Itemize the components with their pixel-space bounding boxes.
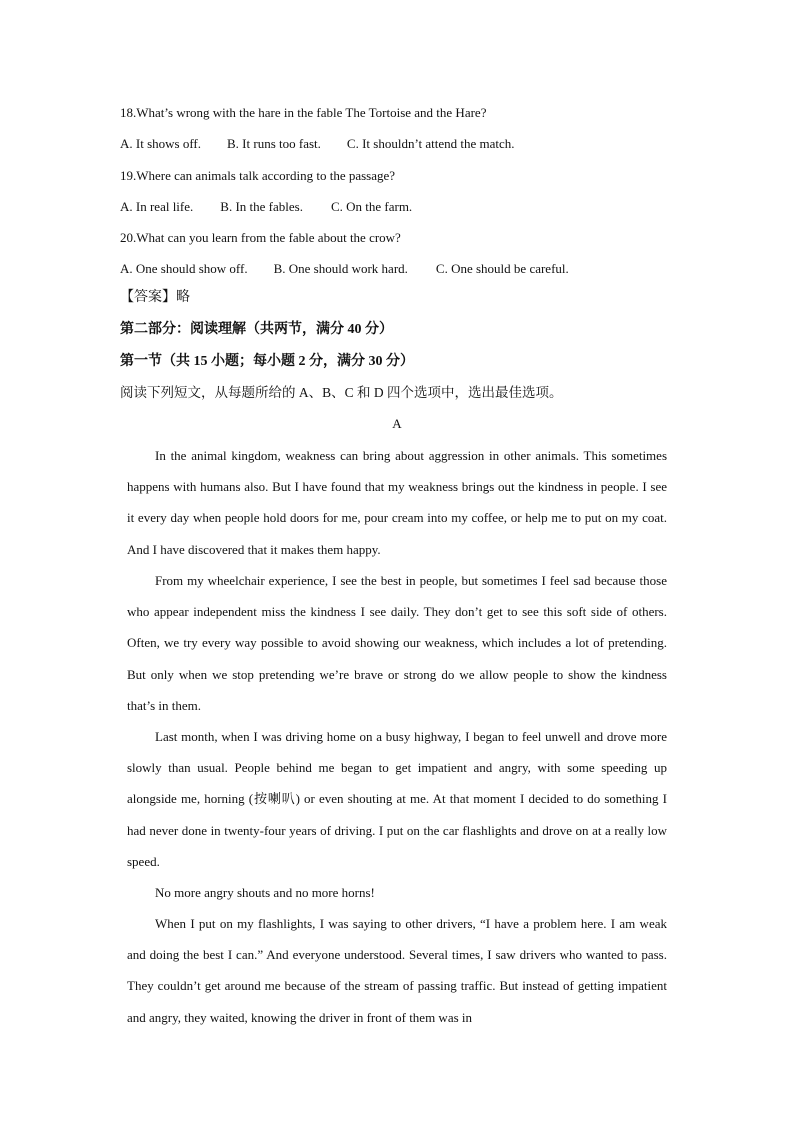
question-18-stem: 18.What’s wrong with the hare in the fable The Tortoise and the Hare? (120, 105, 487, 120)
question-18-options (120, 136, 515, 152)
question-20-stem: 20.What can you learn from the fable about the crow? (120, 230, 401, 245)
question-18-option-c: C. It shouldn’t attend the match. (346, 136, 515, 151)
question-20-options (120, 261, 569, 277)
passage-label: A (392, 416, 402, 431)
passage-paragraph: Last month, when I was driving home on a busy highway, I began to feel unwell and drove more slowly than usual. People behind me began to get impatient and angry, with some speeding up alongside me, horning (按喇叭) or even shouting at me. At that moment I decided to do something I had never done in twenty-four years of driving. I put on the car flashlights and drove on at a really low speed. (127, 729, 667, 869)
instruction-text: 阅读下列短文，从每题所给的 A、B、C 和 D 四个选项中，选出最佳选项。 (120, 385, 563, 400)
passage-paragraph: When I put on my flashlights, I was saying to other drivers, “I have a problem here. I am weak and doing the best I can.” And everyone understood. Several times, I saw drivers who wanted to pass. They couldn’t get around me because of the stream of passing traffic. But instead of getting impatient and angry, they waited, knowing the driver in front of them was in (127, 916, 667, 1025)
question-20-option-c: C. One should be careful. (435, 261, 569, 276)
question-20-option-a: A. One should show off. (120, 261, 248, 276)
question-19-stem: 19.Where can animals talk according to the passage? (120, 168, 396, 183)
part-heading: 第二部分：阅读理解（共两节，满分 40 分） (120, 322, 393, 337)
question-19-options (120, 199, 412, 215)
question-19-option-b: B. In the fables. (220, 199, 303, 214)
passage-paragraph: No more angry shouts and no more horns! (155, 885, 375, 900)
question-20-option-b: B. One should work hard. (273, 261, 408, 276)
answer-line: 【答案】略 (120, 290, 190, 305)
question-19-option-c: C. On the farm. (330, 199, 413, 214)
question-19-option-a: A. In real life. (120, 199, 194, 214)
question-18-option-b: B. It runs too fast. (227, 136, 321, 151)
question-18-option-a: A. It shows off. (120, 136, 202, 151)
passage-paragraph: In the animal kingdom, weakness can bring about aggression in other animals. This sometimes happens with humans also. But I have found that my weakness brings out the kindness in people. I see it every day when people hold doors for me, pour cream into my coffee, or help me to put on my coat. And I have discovered that it makes them happy. (127, 448, 667, 557)
passage-paragraph: From my wheelchair experience, I see the best in people, but sometimes I feel sad because those who appear independent miss the kindness I see daily. They don’t get to see this soft side of others. Often, we try every way possible to avoid showing our weakness, which includes a lot of pretending. But only when we stop pretending we’re brave or strong do we allow people to show the kindness that’s in them. (127, 573, 667, 713)
section-heading: 第一节（共 15 小题；每小题 2 分，满分 30 分） (120, 354, 414, 369)
